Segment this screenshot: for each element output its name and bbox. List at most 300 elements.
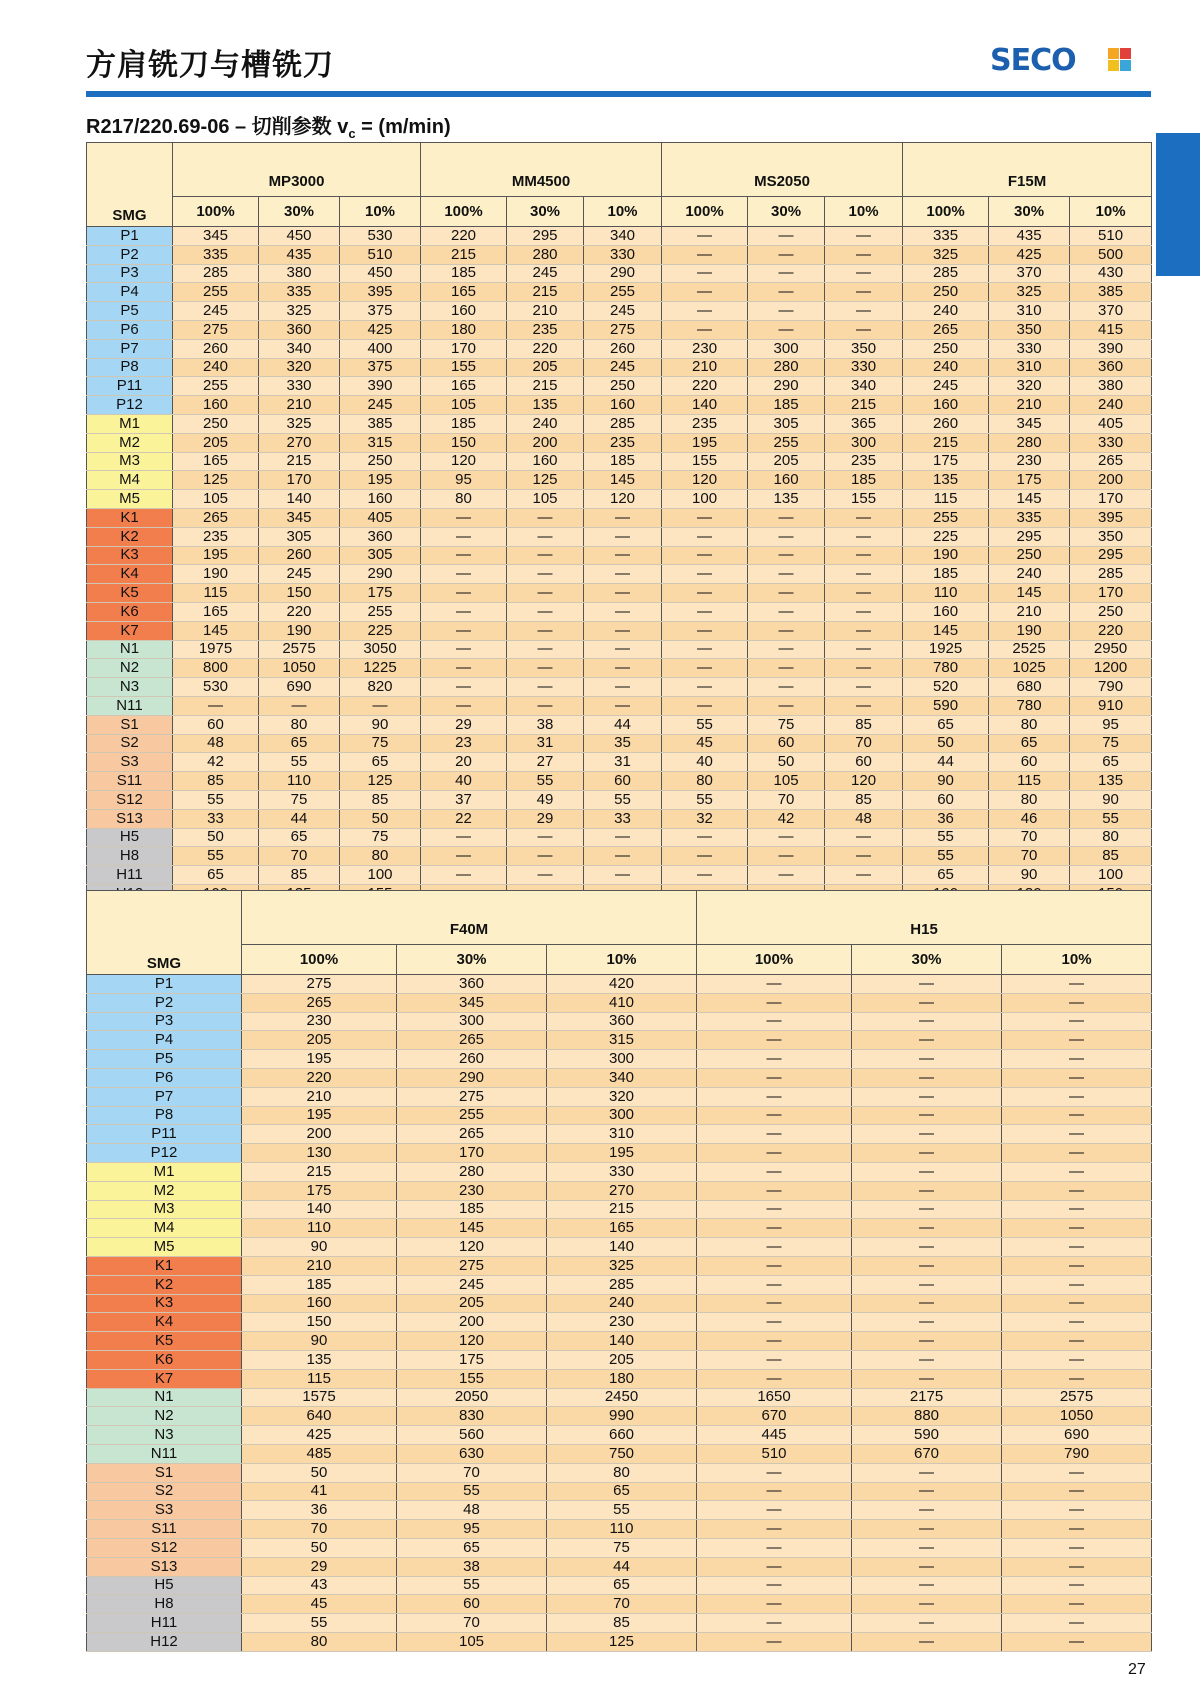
speed-cell: — [697,1294,852,1313]
speed-cell: 195 [662,433,748,452]
speed-cell: 250 [173,414,259,433]
speed-cell: 70 [547,1595,697,1614]
smg-cell: N1 [87,1388,242,1407]
speed-cell: 2950 [1070,640,1152,659]
smg-cell: H8 [87,1595,242,1614]
speed-cell: — [421,640,507,659]
smg-cell: N3 [87,678,173,697]
speed-cell: 300 [547,1050,697,1069]
smg-cell: K2 [87,527,173,546]
speed-cell: 65 [989,734,1070,753]
speed-cell: 65 [903,715,989,734]
speed-cell: 210 [989,396,1070,415]
speed-cell: — [697,1538,852,1557]
percent-header: 30% [852,945,1002,975]
speed-cell: 46 [989,809,1070,828]
speed-cell: — [662,696,748,715]
table-row [87,975,1152,994]
speed-cell: 55 [397,1482,547,1501]
smg-cell: H12 [87,1632,242,1651]
speed-cell: 335 [259,283,340,302]
speed-cell: — [662,245,748,264]
speed-cell: — [825,696,903,715]
speed-cell: 44 [259,809,340,828]
logo-square-1 [1108,48,1119,59]
speed-cell: 345 [397,993,547,1012]
speed-cell: 145 [584,471,662,490]
speed-cell: 55 [397,1576,547,1595]
speed-cell: 250 [1070,602,1152,621]
speed-cell: — [825,602,903,621]
speed-cell: 205 [748,452,825,471]
logo-square-4 [1120,60,1131,71]
speed-cell: 910 [1070,696,1152,715]
speed-cell: 220 [242,1068,397,1087]
speed-cell: — [662,584,748,603]
smg-header: SMG [87,891,242,975]
speed-cell: 320 [989,377,1070,396]
speed-cell: — [1002,1350,1152,1369]
speed-cell: — [584,640,662,659]
speed-cell: 245 [397,1275,547,1294]
speed-cell: — [584,828,662,847]
speed-cell: 105 [507,490,584,509]
speed-cell: 340 [825,377,903,396]
smg-cell: N2 [87,1407,242,1426]
speed-cell: 315 [547,1031,697,1050]
speed-cell: 65 [1070,753,1152,772]
speed-cell: 145 [989,490,1070,509]
speed-cell: — [852,1313,1002,1332]
speed-cell: — [662,602,748,621]
table-row [87,527,1152,546]
speed-cell: 44 [903,753,989,772]
speed-cell: 70 [825,734,903,753]
speed-cell: 160 [340,490,421,509]
speed-cell: — [1002,1275,1152,1294]
speed-cell: — [421,602,507,621]
speed-cell: 220 [1070,621,1152,640]
speed-cell: — [697,1238,852,1257]
speed-cell: 23 [421,734,507,753]
smg-cell: S2 [87,734,173,753]
smg-cell: K4 [87,1313,242,1332]
speed-cell: 95 [397,1520,547,1539]
speed-cell: — [1002,1106,1152,1125]
percent-header: 30% [989,197,1070,227]
percent-header: 10% [825,197,903,227]
speed-cell: — [173,696,259,715]
speed-cell: 530 [340,227,421,246]
speed-cell: 415 [1070,320,1152,339]
speed-cell: — [852,1031,1002,1050]
speed-cell: 185 [421,264,507,283]
smg-cell: H5 [87,1576,242,1595]
speed-cell: — [697,1595,852,1614]
table-row [87,508,1152,527]
speed-cell: — [852,1520,1002,1539]
speed-cell: 285 [903,264,989,283]
speed-cell: 110 [547,1520,697,1539]
speed-cell: — [662,640,748,659]
speed-cell: — [852,1482,1002,1501]
speed-cell: — [1002,1012,1152,1031]
speed-cell: 205 [242,1031,397,1050]
smg-cell: K4 [87,565,173,584]
speed-cell: 150 [259,584,340,603]
table-row [87,828,1152,847]
speed-cell: 33 [584,809,662,828]
speed-cell: 265 [242,993,397,1012]
speed-cell: 290 [397,1068,547,1087]
page-number: 27 [1128,1661,1146,1678]
speed-cell: 260 [903,414,989,433]
speed-cell: 185 [825,471,903,490]
speed-cell: 235 [173,527,259,546]
speed-cell: 275 [397,1087,547,1106]
speed-cell: 690 [259,678,340,697]
speed-cell: 50 [340,809,421,828]
smg-cell: M2 [87,433,173,452]
speed-cell: 145 [173,621,259,640]
speed-cell: 405 [340,508,421,527]
speed-cell: — [697,1576,852,1595]
table-row [87,490,1152,509]
speed-cell: — [662,227,748,246]
speed-cell: 2575 [259,640,340,659]
table-row [87,1219,1152,1238]
speed-cell: 70 [259,847,340,866]
speed-cell: 3050 [340,640,421,659]
speed-cell: — [507,696,584,715]
speed-cell: — [748,602,825,621]
speed-cell: 320 [547,1087,697,1106]
percent-header: 10% [547,945,697,975]
speed-cell: — [584,847,662,866]
speed-cell: 295 [507,227,584,246]
speed-cell: — [697,1313,852,1332]
group-header: MP3000 [173,143,421,197]
speed-cell: — [697,1031,852,1050]
speed-cell: — [825,283,903,302]
speed-cell: 435 [259,245,340,264]
table-row [87,565,1152,584]
speed-cell: 35 [584,734,662,753]
speed-cell: 240 [903,302,989,321]
speed-cell: — [748,227,825,246]
speed-cell: 290 [340,565,421,584]
speed-cell: 135 [748,490,825,509]
percent-header: 100% [421,197,507,227]
table-row [87,1050,1152,1069]
speed-cell: 285 [173,264,259,283]
speed-cell: 420 [547,975,697,994]
table-row [87,1012,1152,1031]
smg-cell: P7 [87,1087,242,1106]
speed-cell: 560 [397,1426,547,1445]
speed-cell: 50 [242,1463,397,1482]
table-row [87,866,1152,885]
speed-cell: — [662,866,748,885]
table-row [87,1275,1152,1294]
speed-cell: 210 [259,396,340,415]
smg-cell: K6 [87,1350,242,1369]
speed-cell: — [825,546,903,565]
speed-cell: 165 [173,602,259,621]
speed-cell: 240 [903,358,989,377]
speed-cell: 140 [662,396,748,415]
table-row [87,1369,1152,1388]
speed-cell: 330 [989,339,1070,358]
speed-cell: 60 [825,753,903,772]
speed-cell: 135 [1070,772,1152,791]
speed-cell: 255 [397,1106,547,1125]
table-row [87,640,1152,659]
speed-cell: 280 [748,358,825,377]
smg-cell: M3 [87,452,173,471]
speed-cell: 175 [903,452,989,471]
speed-cell: 65 [397,1538,547,1557]
speed-cell: — [825,508,903,527]
speed-cell: 450 [340,264,421,283]
speed-cell: — [697,1125,852,1144]
speed-cell: — [507,602,584,621]
speed-cell: 2525 [989,640,1070,659]
table-row [87,1031,1152,1050]
speed-cell: 265 [397,1031,547,1050]
brand-name: SECO [990,43,1076,78]
speed-cell: 90 [903,772,989,791]
speed-cell: 245 [173,302,259,321]
speed-cell: — [852,1106,1002,1125]
smg-cell: P5 [87,302,173,321]
speed-cell: — [584,696,662,715]
speed-cell: — [852,1538,1002,1557]
smg-cell: S12 [87,1538,242,1557]
speed-cell: — [507,508,584,527]
speed-cell: 155 [421,358,507,377]
speed-cell: — [852,1256,1002,1275]
speed-cell: 370 [1070,302,1152,321]
speed-cell: 290 [748,377,825,396]
smg-cell: P12 [87,1144,242,1163]
logo-square-2 [1120,48,1131,59]
speed-cell: 38 [397,1557,547,1576]
speed-cell: — [825,866,903,885]
speed-cell: — [852,1632,1002,1651]
speed-cell: — [1002,1294,1152,1313]
speed-cell: — [697,993,852,1012]
speed-cell: 155 [662,452,748,471]
speed-cell: 48 [397,1501,547,1520]
smg-cell: M4 [87,1219,242,1238]
table-row [87,1595,1152,1614]
speed-cell: 65 [547,1576,697,1595]
speed-cell: 70 [748,790,825,809]
speed-cell: 510 [340,245,421,264]
speed-cell: 245 [259,565,340,584]
speed-cell: 210 [662,358,748,377]
speed-cell: 75 [748,715,825,734]
speed-cell: 205 [547,1350,697,1369]
speed-cell: 360 [259,320,340,339]
speed-cell: 275 [173,320,259,339]
speed-cell: 1575 [242,1388,397,1407]
speed-cell: 2050 [397,1388,547,1407]
speed-cell: — [507,527,584,546]
speed-cell: 65 [259,734,340,753]
smg-cell: P6 [87,320,173,339]
speed-cell: 80 [242,1632,397,1651]
speed-cell: — [697,1614,852,1633]
speed-cell: 265 [1070,452,1152,471]
speed-cell: 445 [697,1426,852,1445]
speed-cell: 290 [584,264,662,283]
speed-cell: 530 [173,678,259,697]
speed-cell: — [662,678,748,697]
speed-cell: 305 [748,414,825,433]
speed-cell: 37 [421,790,507,809]
speed-cell: — [748,302,825,321]
speed-cell: — [507,584,584,603]
table-row [87,602,1152,621]
speed-cell: — [1002,1256,1152,1275]
speed-cell: 330 [547,1162,697,1181]
speed-cell: — [662,527,748,546]
smg-cell: P1 [87,227,173,246]
speed-cell: — [697,1332,852,1351]
speed-cell: 55 [259,753,340,772]
speed-cell: 325 [259,302,340,321]
speed-cell: 195 [173,546,259,565]
speed-cell: 33 [173,809,259,828]
speed-cell: 225 [340,621,421,640]
speed-cell: 185 [421,414,507,433]
speed-cell: — [1002,1501,1152,1520]
speed-cell: 50 [173,828,259,847]
speed-cell: 245 [507,264,584,283]
speed-cell: 300 [825,433,903,452]
speed-cell: 155 [397,1369,547,1388]
speed-cell: — [697,1068,852,1087]
speed-cell: — [697,1087,852,1106]
speed-cell: 190 [173,565,259,584]
speed-cell: 95 [1070,715,1152,734]
speed-cell: 375 [340,358,421,377]
speed-cell: 590 [852,1426,1002,1445]
table-row [87,1538,1152,1557]
speed-cell: 85 [825,790,903,809]
speed-cell: — [1002,1068,1152,1087]
speed-cell: 1200 [1070,659,1152,678]
smg-cell: S2 [87,1482,242,1501]
percent-header: 30% [397,945,547,975]
speed-cell: 215 [903,433,989,452]
speed-cell: — [825,678,903,697]
smg-cell: K5 [87,584,173,603]
smg-cell: K5 [87,1332,242,1351]
speed-cell: — [852,1332,1002,1351]
speed-cell: 155 [825,490,903,509]
logo-square-3 [1108,60,1119,71]
speed-cell: 65 [340,753,421,772]
speed-cell: 360 [547,1012,697,1031]
table-row [87,433,1152,452]
speed-cell: — [852,1219,1002,1238]
speed-cell: 345 [989,414,1070,433]
speed-cell: 185 [903,565,989,584]
speed-cell: 80 [1070,828,1152,847]
table-row [87,1313,1152,1332]
speed-cell: 42 [173,753,259,772]
table-row [87,1388,1152,1407]
speed-cell: 210 [507,302,584,321]
speed-cell: 800 [173,659,259,678]
speed-cell: 790 [1002,1444,1152,1463]
table-row [87,734,1152,753]
smg-cell: P2 [87,993,242,1012]
speed-cell: — [1002,1050,1152,1069]
smg-cell: S3 [87,1501,242,1520]
speed-cell: 80 [259,715,340,734]
speed-cell: — [825,264,903,283]
table-row [87,1068,1152,1087]
speed-cell: — [697,1106,852,1125]
speed-cell: 80 [547,1463,697,1482]
table-row [87,1407,1152,1426]
speed-cell: — [852,1200,1002,1219]
speed-cell: 380 [1070,377,1152,396]
speed-cell: 255 [748,433,825,452]
speed-cell: — [1002,1482,1152,1501]
page-title: 方肩铣刀与槽铣刀 [86,48,334,83]
speed-cell: 240 [547,1294,697,1313]
speed-cell: — [852,1275,1002,1294]
speed-cell: 125 [173,471,259,490]
speed-cell: 360 [340,527,421,546]
speed-cell: — [507,565,584,584]
speed-cell: 1050 [1002,1407,1152,1426]
speed-cell: 80 [989,715,1070,734]
speed-cell: 210 [989,602,1070,621]
smg-cell: M5 [87,1238,242,1257]
speed-cell: 215 [507,377,584,396]
speed-cell: 230 [989,452,1070,471]
table-row [87,414,1152,433]
speed-cell: 65 [903,866,989,885]
speed-cell: 45 [242,1595,397,1614]
speed-cell: 345 [173,227,259,246]
speed-cell: 280 [397,1162,547,1181]
speed-cell: — [1002,1219,1152,1238]
speed-cell: 50 [748,753,825,772]
percent-header: 100% [173,197,259,227]
speed-cell: — [825,640,903,659]
speed-cell: — [584,527,662,546]
speed-cell: 1225 [340,659,421,678]
speed-cell: — [697,1162,852,1181]
speed-cell: 115 [242,1369,397,1388]
smg-cell: K7 [87,621,173,640]
smg-cell: S13 [87,1557,242,1576]
speed-cell: 170 [421,339,507,358]
speed-cell: 255 [903,508,989,527]
table-row [87,1426,1152,1445]
smg-cell: K3 [87,1294,242,1313]
speed-cell: 195 [547,1144,697,1163]
speed-cell: — [1002,975,1152,994]
speed-cell: 2175 [852,1388,1002,1407]
